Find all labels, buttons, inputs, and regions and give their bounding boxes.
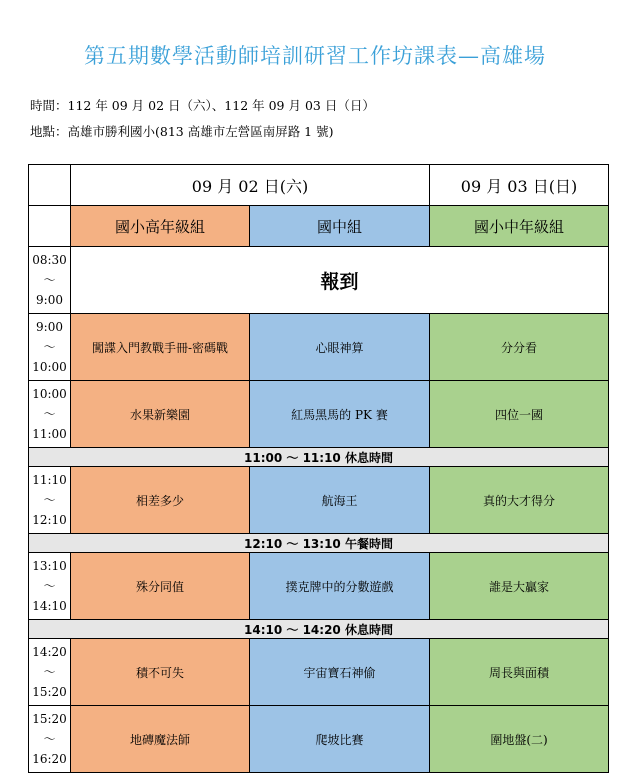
session-cell: 四位一國 <box>430 381 609 448</box>
corner-cell <box>29 165 71 206</box>
session-cell: 相差多少 <box>71 467 250 534</box>
table-row <box>29 467 609 534</box>
session-cell: 圍地盤(二) <box>430 706 609 773</box>
session-cell: 闖諜入門教戰手冊-密碼戰 <box>71 314 250 381</box>
time-cell: 13:10 ～ 14:10 <box>29 553 71 620</box>
time-cell: 15:20 ～ 16:20 <box>29 706 71 773</box>
break-label: 11:00 ～ 11:10 休息時間 <box>29 448 609 467</box>
time-cell: 14:20 ～ 15:20 <box>29 639 71 706</box>
table-row <box>29 314 609 381</box>
time-cell: 11:10 ～ 12:10 <box>29 467 71 534</box>
break-row <box>29 620 609 639</box>
corner-cell-2 <box>29 206 71 247</box>
page-title: 第五期數學活動師培訓研習工作坊課表—高雄場 <box>84 44 546 68</box>
session-cell: 撲克牌中的分數遊戲 <box>250 553 430 620</box>
break-row <box>29 534 609 553</box>
time-cell: 9:00 ～ 10:00 <box>29 314 71 381</box>
session-cell: 水果新樂園 <box>71 381 250 448</box>
date-day1: 09 月 02 日(六) <box>71 165 430 206</box>
session-cell: 殊分同值 <box>71 553 250 620</box>
break-row <box>29 448 609 467</box>
date-day2: 09 月 03 日(日) <box>430 165 609 206</box>
session-cell: 地磚魔法師 <box>71 706 250 773</box>
event-location: 地點：高雄市勝利國小(813 高雄市左營區南屏路 1 號) <box>30 124 334 139</box>
registration-row <box>29 247 609 314</box>
schedule-table <box>28 164 609 773</box>
date-row <box>29 165 609 206</box>
session-cell: 心眼神算 <box>250 314 430 381</box>
session-cell: 誰是大贏家 <box>430 553 609 620</box>
event-time: 時間：112 年 09 月 02 日（六）、112 年 09 月 03 日（日） <box>30 98 375 113</box>
table-row <box>29 381 609 448</box>
group-middle-elementary: 國小中年級組 <box>430 206 609 247</box>
session-cell: 爬坡比賽 <box>250 706 430 773</box>
session-cell: 周長與面積 <box>430 639 609 706</box>
break-label: 12:10 ～ 13:10 午餐時間 <box>29 534 609 553</box>
table-row <box>29 706 609 773</box>
group-junior-high: 國中組 <box>250 206 430 247</box>
session-cell: 紅馬黑馬的 PK 賽 <box>250 381 430 448</box>
session-cell: 航海王 <box>250 467 430 534</box>
group-senior-elementary: 國小高年級組 <box>71 206 250 247</box>
time-cell: 08:30 ～ 9:00 <box>29 247 71 314</box>
session-cell: 宇宙寶石神偷 <box>250 639 430 706</box>
time-cell: 10:00 ～ 11:00 <box>29 381 71 448</box>
registration-cell: 報到 <box>71 247 609 314</box>
group-header-row <box>29 206 609 247</box>
table-row <box>29 553 609 620</box>
session-cell: 真的大才得分 <box>430 467 609 534</box>
table-row <box>29 639 609 706</box>
session-cell: 積不可失 <box>71 639 250 706</box>
session-cell: 分分看 <box>430 314 609 381</box>
break-label: 14:10 ～ 14:20 休息時間 <box>29 620 609 639</box>
